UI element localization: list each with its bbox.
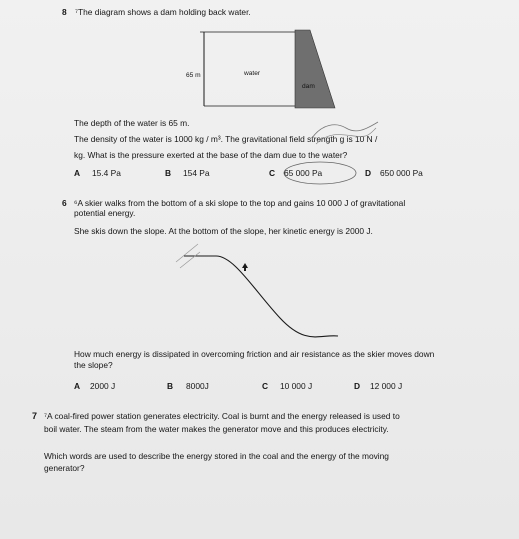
question-6-stem-line2: potential energy.	[74, 208, 136, 218]
q6-option-d-text[interactable]: 12 000 J	[370, 381, 403, 391]
q8-option-b-letter[interactable]: B	[165, 168, 172, 178]
slope-curve	[184, 256, 338, 337]
dam-label: dam	[302, 83, 315, 90]
question-6-kinetic-text: She skis down the slope. At the bottom of the slope, her kinetic energy is 2000 J.	[74, 226, 373, 236]
q6-option-d-letter[interactable]: D	[354, 381, 361, 391]
question-6-question-line1: How much energy is dissipated in overcoming friction and air resistance as the skier moves down	[74, 349, 435, 359]
question-7-stem-line1: ⁷A coal-fired power station generates electricity. Coal is burnt and the energy released is used to	[44, 411, 400, 421]
pencil-scribble-mark	[310, 118, 380, 148]
question-8-density-line1: The density of the water is 1000 kg / m³. The gravitational field strength g is 10 N /	[74, 134, 378, 144]
q8-option-b-text[interactable]: 154 Pa	[183, 168, 210, 178]
q6-option-c-letter[interactable]: C	[262, 381, 269, 391]
question-6-question-line2: the slope?	[74, 360, 113, 370]
question-6-stem-line1: ⁶A skier walks from the bottom of a ski slope to the top and gains 10 000 J of gravitational	[74, 198, 406, 208]
question-8-stem: ⁷The diagram shows a dam holding back water.	[75, 7, 251, 17]
q8-option-a-text[interactable]: 15.4 Pa	[92, 168, 121, 178]
dam-shape	[295, 30, 335, 108]
question-8-density-line2: kg. What is the pressure exerted at the base of the dam due to the water?	[74, 150, 348, 160]
q6-option-b-text[interactable]: 8000J	[186, 381, 209, 391]
question-7-stem-line2: boil water. The steam from the water makes the generator move and this produces electricity.	[44, 424, 389, 434]
q6-option-c-text[interactable]: 10 000 J	[280, 381, 313, 391]
q8-option-a-letter[interactable]: A	[74, 168, 81, 178]
question-7-number: 7	[32, 411, 38, 421]
q8-option-c-text[interactable]: 65 000 Pa	[284, 168, 323, 178]
q8-option-c-letter[interactable]: C	[269, 168, 276, 178]
q8-option-d-letter[interactable]: D	[365, 168, 372, 178]
dam-diagram	[150, 20, 340, 115]
answer-circle-mark	[280, 160, 360, 188]
skier-figure	[242, 263, 248, 271]
q6-option-a-letter[interactable]: A	[74, 381, 81, 391]
ski-slope-svg	[170, 240, 340, 340]
question-8-depth-text: The depth of the water is 65 m.	[74, 118, 190, 128]
question-7-question-line2: generator?	[44, 463, 85, 473]
depth-label: 65 m	[186, 72, 201, 79]
q6-option-a-text[interactable]: 2000 J	[90, 381, 116, 391]
ski-slope-diagram	[170, 240, 340, 340]
water-label: water	[244, 70, 261, 77]
q6-option-b-letter[interactable]: B	[167, 381, 174, 391]
question-7-question-line1: Which words are used to describe the energy stored in the coal and the energy of the moving	[44, 451, 389, 461]
question-8-number: 8	[62, 7, 67, 17]
question-6-number: 6	[62, 198, 67, 208]
dam-diagram-svg	[150, 20, 340, 115]
q8-option-d-text[interactable]: 650 000 Pa	[380, 168, 423, 178]
